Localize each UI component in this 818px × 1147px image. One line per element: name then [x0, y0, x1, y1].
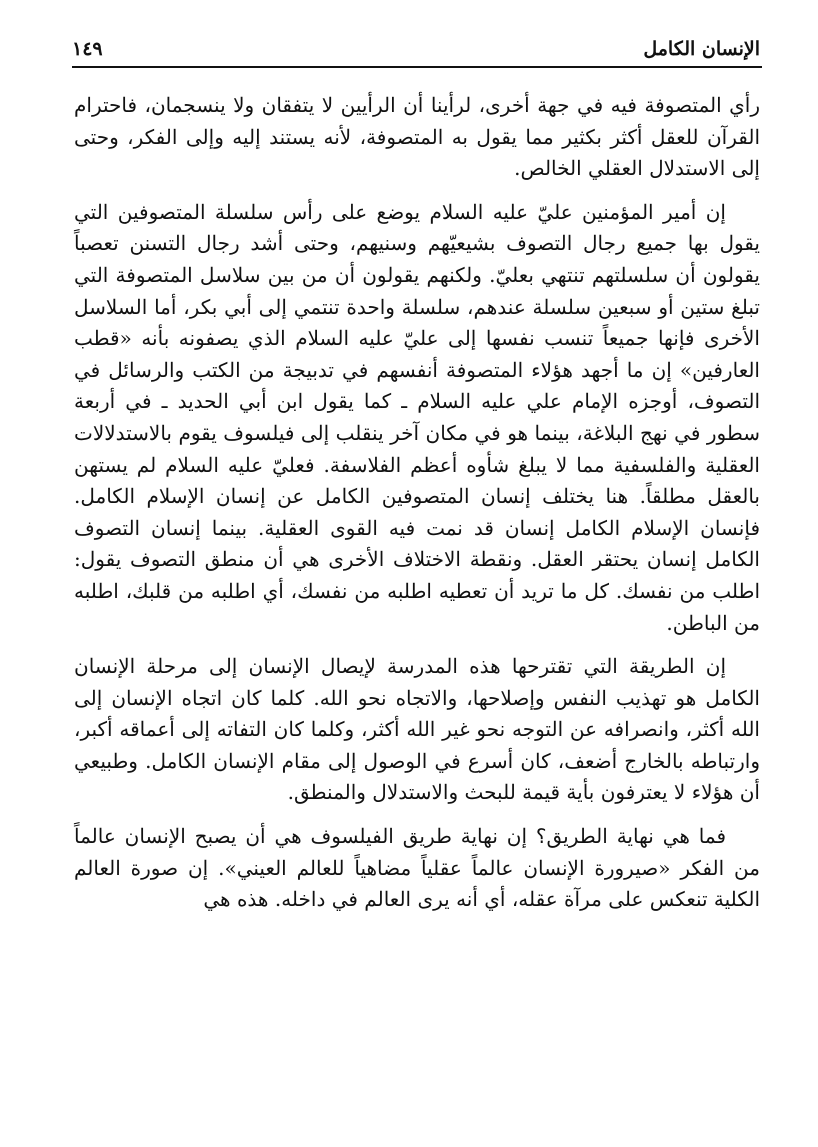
paragraph-2: إن أمير المؤمنين عليّ عليه السلام يوضع على رأس سلسلة المتصوفين التي يقول بها جميع رجال التصوف بشيعيّهم وسنيهم، وحتى أشد رجال التسنن تعصباً يقولون أن سلسلتهم تنتهي بعليّ. ولكنهم يقولون أن من بين سلاسل المتصوفة التي تبلغ ستين أو سبعين سلسلة عندهم، سلسلة واحدة تنتمي إلى أبي بكر، أما السلاسل الأخرى فإنها جميعاً تنسب نفسها إلى عليّ عليه السلام الذي يصفونه بأنه «قطب العارفين» إن ما أجهد هؤلاء المتصوفة أنفسهم في تدبيجة من الكتب والرسائل في التصوف، أوجزه الإمام علي عليه السلام ـ كما يقول ابن أبي الحديد ـ في أربعة سطور في نهج البلاغة، بينما هو في مكان آخر ينقلب إلى فيلسوف يقوم بالاستدلالات العقلية والفلسفية مما لا يبلغ شأوه أعظم الفلاسفة. فعليّ عليه السلام لم يستهن بالعقل مطلقاً. هنا يختلف إنسان المتصوفين الكامل عن إنسان الإسلام الكامل. فإنسان الإسلام الكامل إنسان قد نمت فيه القوى العقلية. بينما إنسان التصوف الكامل إنسان يحتقر العقل. ونقطة الاختلاف الأخرى هي أن منطق التصوف يقول: اطلب من نفسك. كل ما تريد أن تعطيه اطلبه من نفسك، أي اطلبه من قلبك، اطلبه من الباطن. — [74, 199, 760, 635]
paragraph-3: إن الطريقة التي تقترحها هذه المدرسة لإيصال الإنسان إلى مرحلة الإنسان الكامل هو تهذيب النفس وإصلاحها، والاتجاه نحو الله. كلما كان اتجاه الإنسان إلى الله أكثر، وانصرافه عن التوجه نحو غير الله أكثر، وكلما كان التفاته إلى أعماقه أكبر، وارتباطه بالخارج أضعف، كان أسرع في الوصول إلى مقام الإنسان الكامل. وطبيعي أن هؤلاء لا يعترفون بأية قيمة للبحث والاستدلال والمنطق. — [74, 654, 760, 805]
paragraph-4: فما هي نهاية الطريق؟ إن نهاية طريق الفيلسوف هي أن يصبح الإنسان عالماً من الفكر «صيرورة الإنسان عالماً عقلياً مضاهياً للعالم العيني». إن صورة العالم الكلية تنعكس على مرآة عقله، أي أنه يرى العالم في داخله. هذه هي — [74, 824, 760, 912]
body-text — [74, 90, 760, 928]
page-number: ١٤٩ — [72, 38, 103, 60]
running-title: الإنسان الكامل — [643, 38, 760, 60]
paragraph-1: رأي المتصوفة فيه في جهة أخرى، لرأينا أن الرأيين لا يتفقان ولا ينسجمان، فاحترام القرآن للعقل أكثر بكثير مما يقول به المتصوفة، لأنه يستند إليه وإلى الفكر، وحتى إلى الاستدلال العقلي الخالص. — [74, 93, 760, 181]
running-header — [72, 30, 760, 62]
header-rule — [72, 66, 762, 68]
